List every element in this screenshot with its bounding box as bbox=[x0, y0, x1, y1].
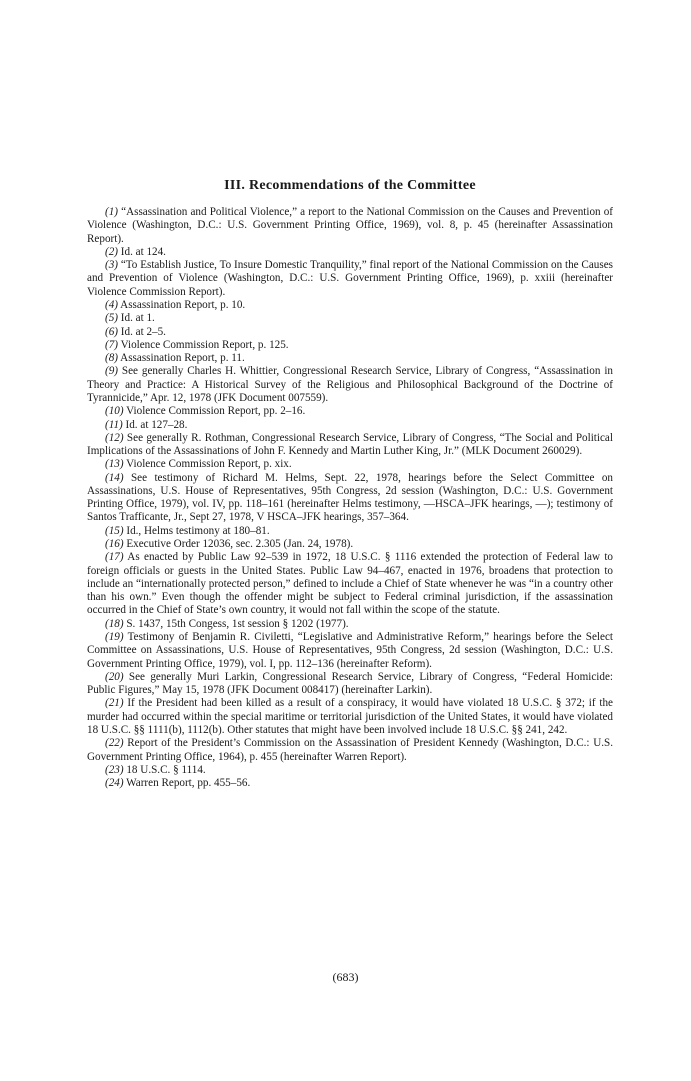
endnote-number: (16) bbox=[105, 538, 124, 551]
endnote bbox=[87, 777, 613, 790]
endnote-number: (11) bbox=[105, 418, 123, 431]
endnote bbox=[87, 405, 613, 418]
endnote bbox=[87, 671, 613, 698]
endnote bbox=[87, 299, 613, 312]
endnote-text: “To Establish Justice, To Insure Domestic Tranquility,” final report of the National Commission on the Causes and Prevention of Violence (Washington, D.C.: U.S. Government Printing Office, 1969), p. xxiii (hereinafter Violence Commission Report). bbox=[87, 259, 613, 298]
endnote-number: (13) bbox=[105, 458, 124, 471]
endnote bbox=[87, 365, 613, 405]
endnote-text: “Assassination and Political Violence,” a report to the National Commission on the Causes and Prevention of Violence (Washington, D.C.: U.S. Government Printing Office, 1969), vol. 8, p. 45 (hereinafter Assassination Report). bbox=[87, 206, 613, 245]
endnote-text: Violence Commission Report, p. 125. bbox=[120, 338, 289, 351]
endnote-text: Assassination Report, p. 11. bbox=[120, 352, 245, 365]
endnote bbox=[87, 458, 613, 471]
endnote bbox=[87, 246, 613, 259]
endnote-number: (23) bbox=[105, 763, 124, 776]
endnote-number: (22) bbox=[105, 737, 124, 750]
endnote-number: (8) bbox=[105, 352, 118, 365]
endnote-text: See testimony of Richard M. Helms, Sept. 22, 1978, hearings before the Select Committee on Assassinations, U.S. House of Representatives, 95th Congress, 2d session (Washington, D.C.: U.S. Government Printing Office, 1979), vol. IV, pp. 118–161 (hereinafter Helms testimony, —HSCA–JFK hearings, —); testimony of Santos Trafficante, Jr., Sept 27, 1978, V HSCA–JFK hearings, 357–364. bbox=[87, 471, 613, 524]
endnote bbox=[87, 538, 613, 551]
endnote bbox=[87, 312, 613, 325]
endnote bbox=[87, 764, 613, 777]
endnote-text: See generally R. Rothman, Congressional Research Service, Library of Congress, “The Social and Political Implications of the Assassinations of John F. Kennedy and Martin Luther King, Jr.” (MLK Document 260029). bbox=[87, 431, 613, 458]
endnote bbox=[87, 326, 613, 339]
endnote bbox=[87, 737, 613, 764]
endnote-text: Report of the President’s Commission on the Assassination of President Kennedy (Washington, D.C.: U.S. Government Printing Office, 1964), p. 455 (hereinafter Warren Report). bbox=[87, 737, 614, 763]
endnote-number: (14) bbox=[105, 471, 124, 484]
endnote bbox=[87, 551, 613, 617]
endnote-text: If the President had been killed as a result of a conspiracy, it would have violated 18 U.S.C. § 372; if the murder had occurred within the special maritime or territorial jurisdiction of the United States, it would have violated 18 U.S.C. §§ 1111(b), 1112(b). Other statutes that might have been involved include 18 U.S.C. §§ 241, 242. bbox=[87, 697, 613, 736]
endnote-text: See generally Muri Larkin, Congressional Research Service, Library of Congress, “Federal Homicide: Public Figures,” May 15, 1978 (JFK Document 008417) (hereinafter Larkin). bbox=[87, 670, 613, 697]
endnote bbox=[87, 259, 613, 299]
endnote-number: (20) bbox=[105, 670, 124, 683]
endnote bbox=[87, 339, 613, 352]
endnote bbox=[87, 419, 613, 432]
endnote-text: S. 1437, 15th Congess, 1st session § 1202 (1977). bbox=[126, 617, 349, 630]
endnote bbox=[87, 472, 613, 525]
endnote bbox=[87, 618, 613, 631]
endnote-number: (12) bbox=[105, 431, 124, 444]
endnote-text: See generally Charles H. Whittier, Congressional Research Service, Library of Congress, “Assassination in Theory and Practice: A Historical Survey of the Religious and Philosophical Background of the Doctrine of Tyrannicide,” Apr. 12, 1978 (JFK Document 007559). bbox=[87, 365, 613, 404]
endnote-text: Violence Commission Report, pp. 2–16. bbox=[126, 405, 306, 418]
endnote-text: Assassination Report, p. 10. bbox=[120, 298, 246, 311]
endnote-number: (7) bbox=[105, 338, 118, 351]
endnote-text: Violence Commission Report, p. xix. bbox=[126, 458, 292, 471]
endnote-text: Testimony of Benjamin R. Civiletti, “Legislative and Administrative Reform,” hearings before the Select Committee on Assassinations, U.S. House of Representatives, 95th Congress, 2d session (Washington, D.C.: U.S. Government Printing Office, 1979), vol. I, pp. 112–136 (hereinafter Reform). bbox=[87, 631, 613, 670]
endnote-number: (9) bbox=[105, 365, 118, 378]
endnote-text: Id. at 2–5. bbox=[120, 325, 166, 338]
endnote bbox=[87, 631, 613, 671]
endnote-number: (1) bbox=[105, 206, 118, 218]
endnote-text: 18 U.S.C. § 1114. bbox=[126, 763, 206, 776]
endnote-number: (6) bbox=[105, 325, 118, 338]
endnote-text: Id. at 124. bbox=[120, 245, 166, 258]
endnote bbox=[87, 697, 613, 737]
endnote-number: (2) bbox=[105, 245, 118, 258]
endnote-number: (19) bbox=[105, 631, 124, 643]
endnote-number: (4) bbox=[105, 298, 118, 311]
endnote bbox=[87, 525, 613, 538]
endnote-number: (21) bbox=[105, 697, 124, 710]
endnote-number: (18) bbox=[105, 617, 124, 630]
endnote-text: Id. at 1. bbox=[120, 312, 155, 325]
page-number: (683) bbox=[332, 970, 359, 984]
endnote-number: (10) bbox=[105, 405, 124, 418]
endnote-text: Executive Order 12036, sec. 2.305 (Jan. 24, 1978). bbox=[126, 538, 354, 551]
endnote-number: (17) bbox=[105, 551, 124, 564]
document-page bbox=[87, 178, 613, 790]
endnote-text: Id. at 127–28. bbox=[125, 418, 188, 431]
endnote-text: As enacted by Public Law 92–539 in 1972, 18 U.S.C. § 1116 extended the protection of Federal law to foreign officials or guests in the United States. Public Law 94–467, enacted in 1976, broadens that protection to include an “internationally protected person,” defined to include a Chief of State whenever he was “in a country other than his own.” Even though the offender might be subject to Federal criminal jurisdiction, if the assassination occurred in the Chief of State’s own country, it would not fall within the scope of the statute. bbox=[87, 551, 613, 617]
endnote-number: (3) bbox=[105, 259, 118, 272]
endnote-text: Warren Report, pp. 455–56. bbox=[126, 777, 251, 790]
endnote-text: Id., Helms testimony at 180–81. bbox=[126, 524, 270, 537]
endnote bbox=[87, 352, 613, 365]
section-heading: III. Recommendations of the Committee bbox=[224, 178, 476, 193]
endnote bbox=[87, 206, 613, 246]
endnote-number: (15) bbox=[105, 524, 124, 537]
endnote-number: (24) bbox=[105, 777, 124, 790]
endnote bbox=[87, 432, 613, 459]
endnote-number: (5) bbox=[105, 312, 118, 325]
endnotes-list bbox=[87, 206, 613, 790]
